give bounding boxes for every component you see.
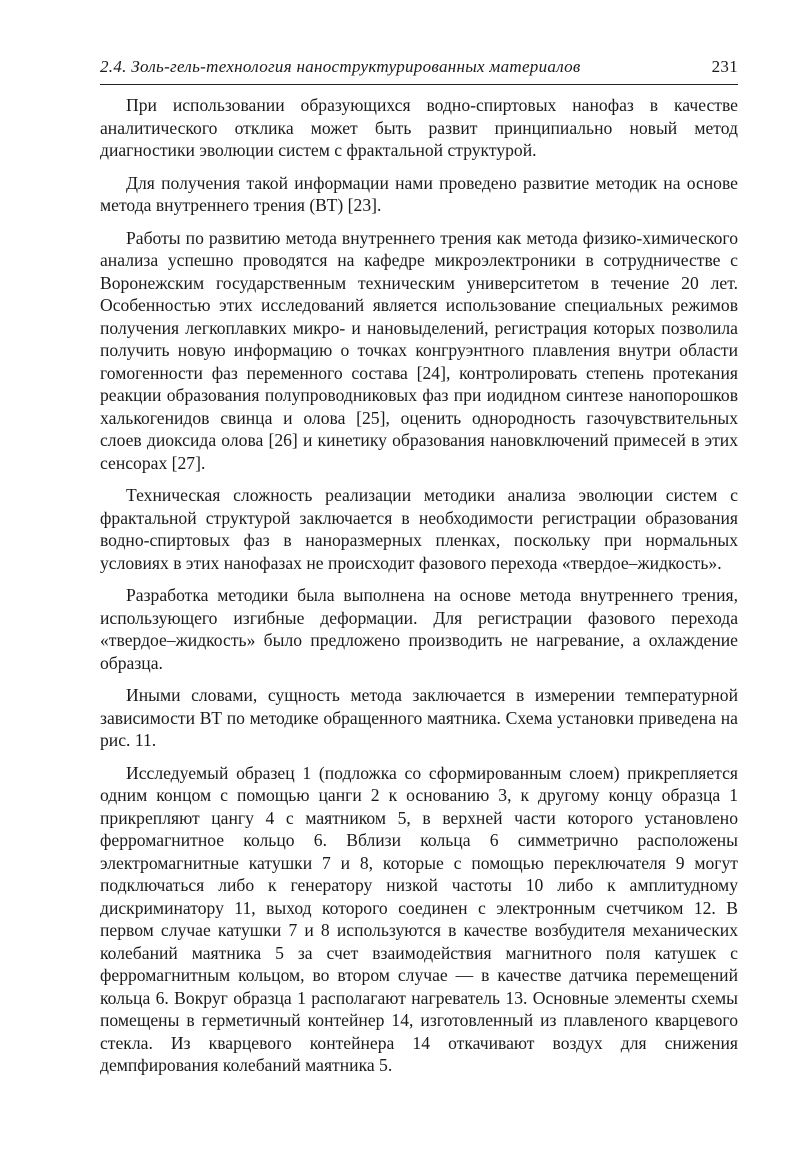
paragraph: При использовании образующихся водно-спиртовых нанофаз в качестве аналитического отклика может быть развит принципиально новый метод диагностики эволюции систем с фрактальной структурой. bbox=[100, 95, 738, 160]
paragraph: Для получения такой информации нами проведено развитие методик на основе метода внутреннего трения (ВТ) [23]. bbox=[100, 172, 738, 215]
paragraph: Техническая сложность реализации методики анализа эволюции систем с фрактальной структурой заключается в необходимости регистрации образования водно-спиртовых фаз в наноразмерных пленках, поскольку при нормальных условиях в этих нанофазах не происходит фазового перехода «твердое–жидкость». bbox=[100, 485, 738, 573]
paragraph: Исследуемый образец 1 (подложка со сформированным слоем) прикрепляется одним концом с помощью цанги 2 к основанию 3, к другому концу образца 1 прикрепляют цангу 4 с маятником 5, в верхней части которого установлено ферромагнитное кольцо 6. Вблизи кольца 6 симметрично расположены электромагнитные катушки 7 и 8, которые с помощью переключателя 9 могут подключаться либо к генератору низкой частоты 10 либо к амплитудному дискриминатору 11, выход которого соединен с электронным счетчиком 12. В первом случае катушки 7 и 8 используются в качестве возбудителя механических колебаний маятника 5 за счет взаимодействия магнитного поля катушек с ферромагнитным кольцом, во втором случае — в качестве датчика перемещений кольца 6. Вокруг образца 1 располагают нагреватель 13. Основные элементы схемы помещены в герметичный контейнер 14, изготовленный из плавленого кварцевого стекла. Из кварцевого контейнера 14 откачивают воздух для снижения демпфирования колебаний маятника 5. bbox=[100, 762, 738, 1075]
section-title: 2.4. Золь-гель-технология наноструктурированных материалов bbox=[100, 57, 581, 76]
running-header bbox=[100, 57, 738, 77]
paragraph: Разработка методики была выполнена на основе метода внутреннего трения, использующего изгибные деформации. Для регистрации фазового перехода «твердое–жидкость» было предложено производить не нагревание, а охлаждение образца. bbox=[100, 585, 738, 673]
paragraph: Работы по развитию метода внутреннего трения как метода физико-химического анализа успешно проводятся на кафедре микроэлектроники в сотрудничестве с Воронежским государственным техническим университетом в течение 20 лет. Особенностью этих исследований является использование специальных режимов получения легкоплавких микро- и нановыделений, регистрация которых позволила получить новую информацию о точках конгруэнтного плавления внутри области гомогенности фаз переменного состава [24], контролировать степень протекания реакции образования полупроводниковых фаз при иодидном синтезе нанопорошков халькогенидов свинца и олова [25], оценить однородность газочувствительных слоев диоксида олова [26] и кинетику образования нановключений примесей в этих сенсорах [27]. bbox=[100, 227, 738, 473]
paragraph: Иными словами, сущность метода заключается в измерении температурной зависимости ВТ по методике обращенного маятника. Схема установки приведена на рис. 11. bbox=[100, 685, 738, 750]
page-number: 231 bbox=[711, 57, 738, 76]
header-divider bbox=[100, 84, 738, 85]
page-body bbox=[100, 94, 738, 1087]
